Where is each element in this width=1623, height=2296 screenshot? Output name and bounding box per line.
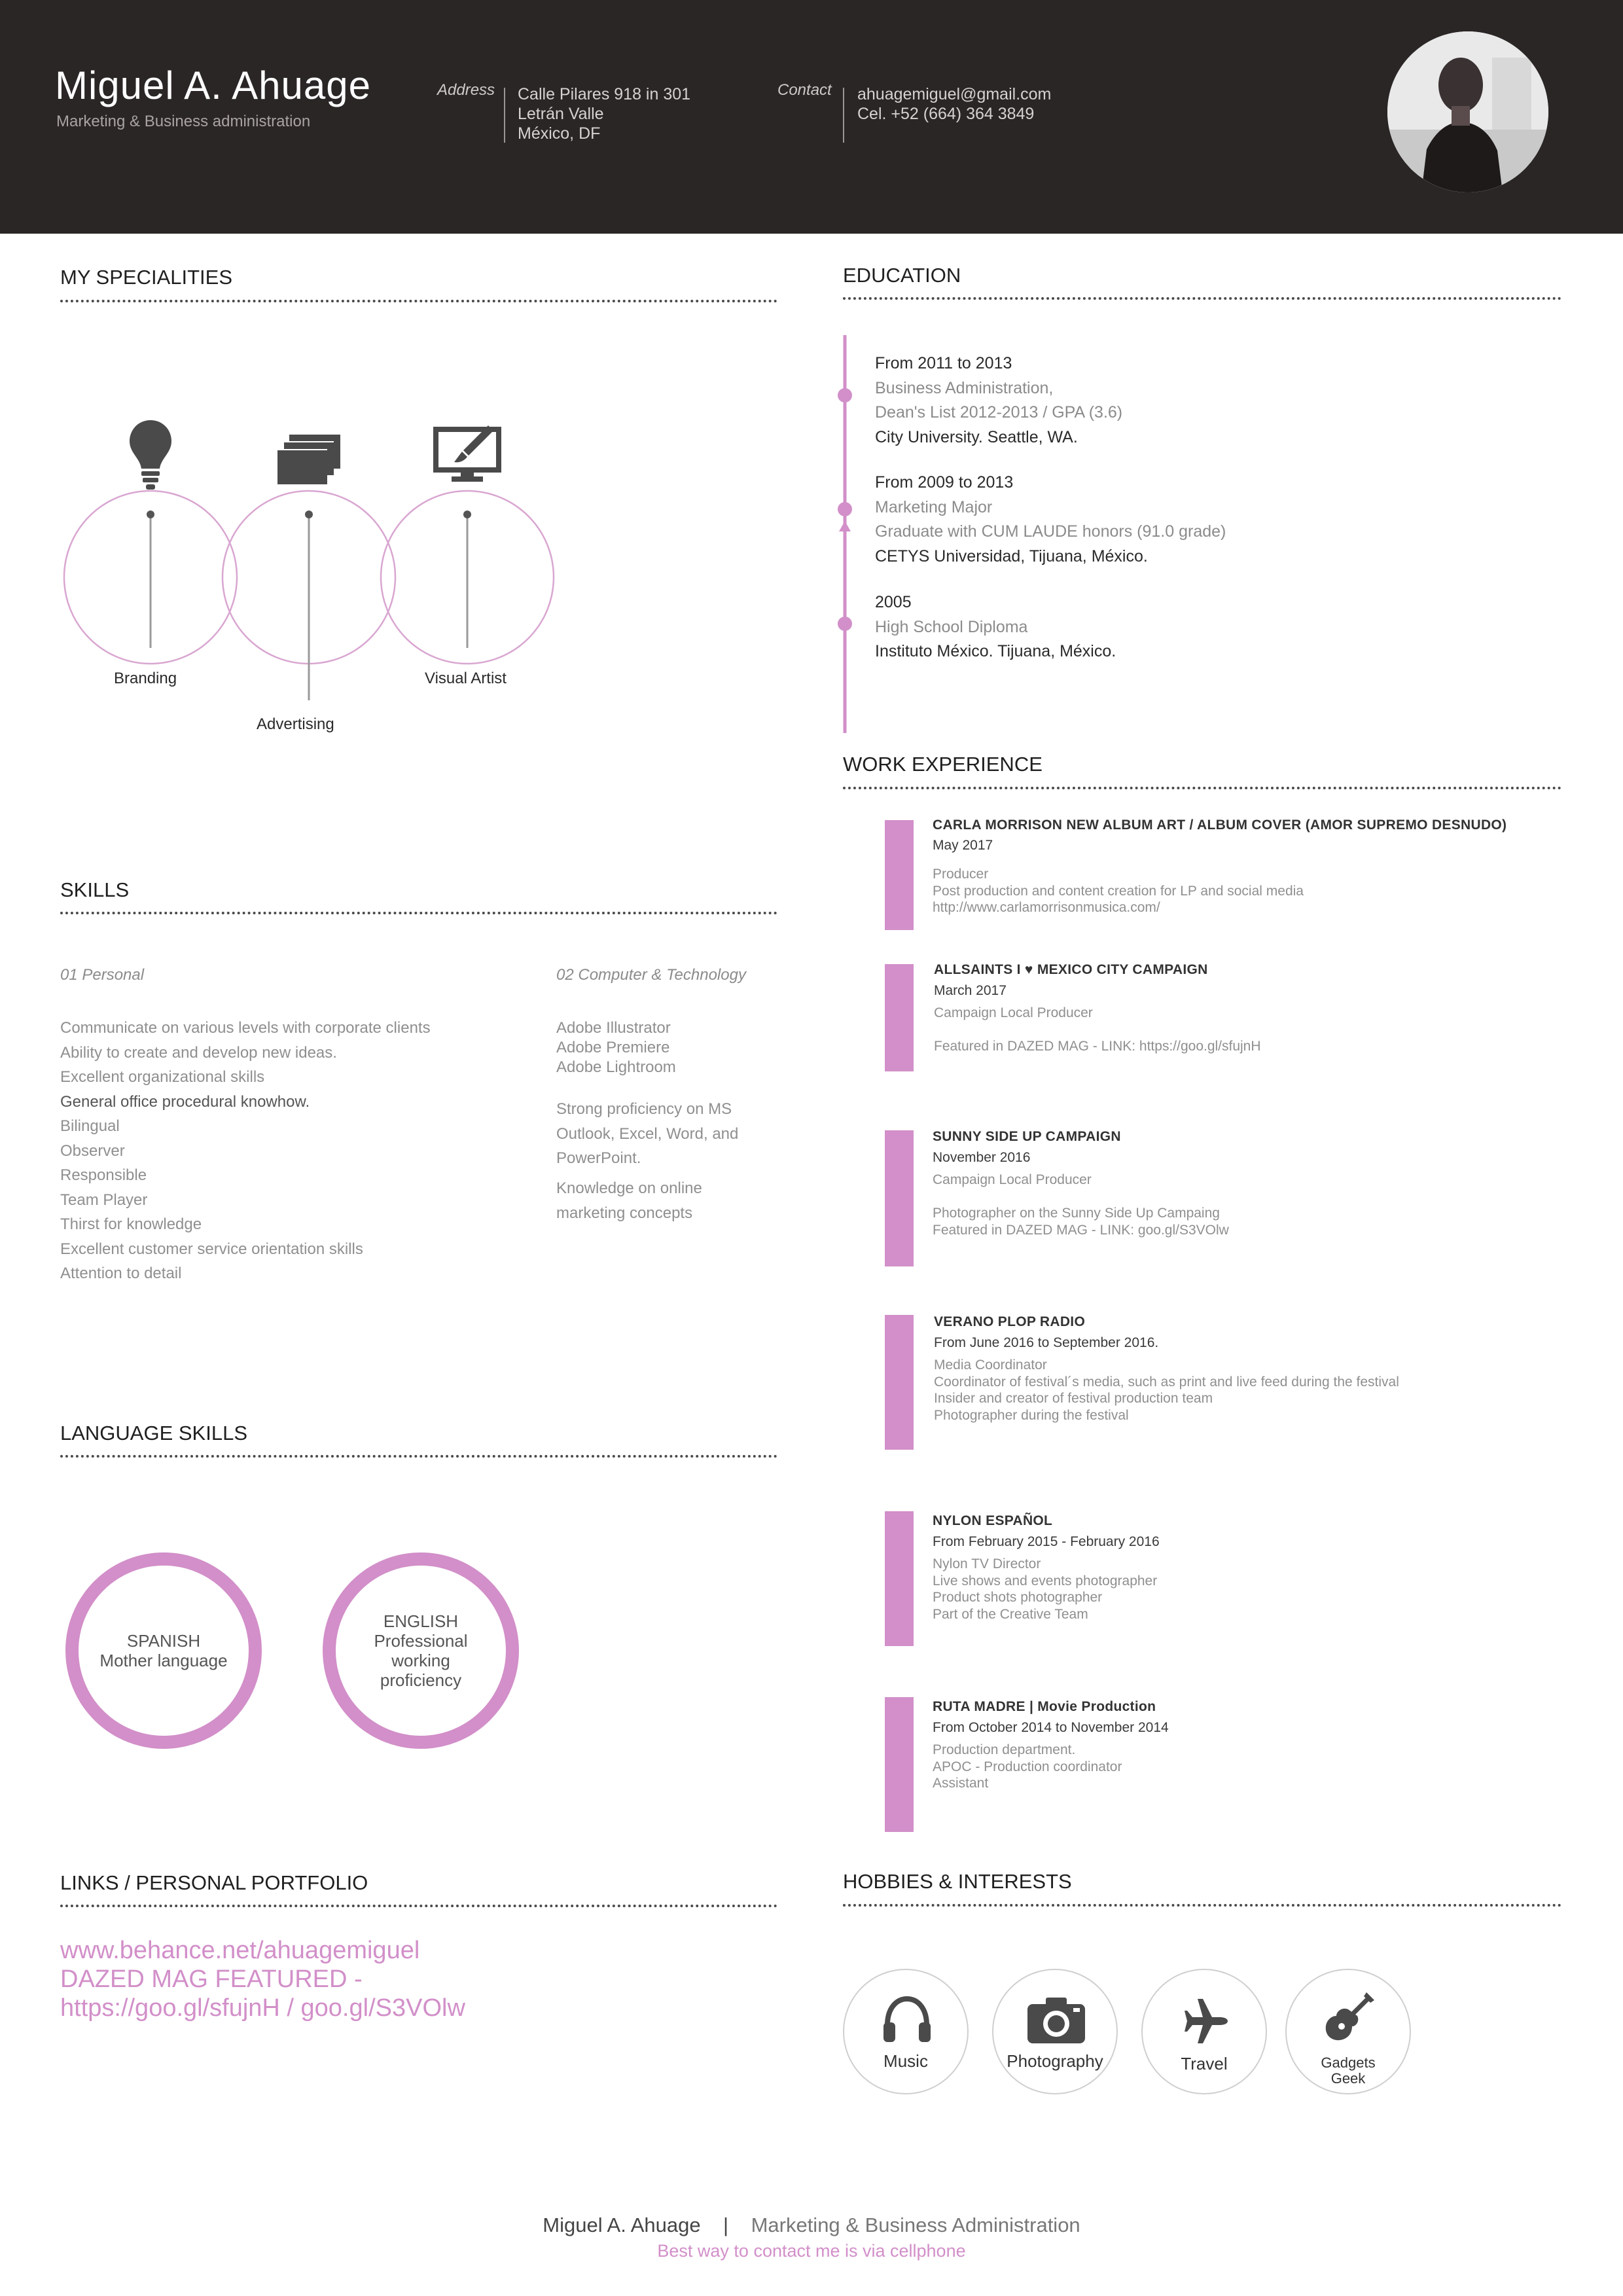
resume-name: Miguel A. Ahuage [55,63,372,107]
job-details [933,866,1304,916]
hobby-music [843,1969,969,2094]
language-name: SPANISH [126,1631,201,1651]
job-detail-line: Live shows and events photographer [933,1573,1158,1588]
job-detail-line: Post production and content creation for LP and social media [933,883,1304,899]
tech-ms-list [556,1097,738,1171]
tech-item: Adobe Premiere [556,1039,670,1056]
job-details [933,1742,1122,1792]
tech-marketing-list [556,1176,702,1225]
contact-email[interactable]: ahuagemiguel@gmail.com [857,85,1052,103]
language-level: Professional [374,1631,468,1651]
job-date: May 2017 [933,838,993,853]
skill-item: Thirst for knowledge [60,1215,202,1233]
section-divider [843,297,1561,300]
job-accent-bar [885,1511,914,1646]
education-line: Dean's List 2012-2013 / GPA (3.6) [875,403,1123,422]
tech-item: Knowledge on online [556,1179,702,1197]
skills-personal-heading: 01 Personal [60,966,145,984]
speciality-visual-artist: Visual Artist [425,670,507,687]
footer [0,2214,1623,2237]
language-ring-spanish [65,1552,262,1749]
camera-icon [1026,1995,1086,2045]
hobby-gadgets [1285,1969,1411,2094]
job-detail-line: Campaign Local Producer [934,1005,1093,1020]
dazed-links[interactable]: https://goo.gl/sfujnH / goo.gl/S3VOlw [60,1994,465,2022]
job-detail-link[interactable]: Featured in DAZED MAG - LINK: https://goo.gl/sfujnH [934,1039,1261,1054]
guitar-icon [1322,1990,1377,2045]
address-label: Address [437,81,495,99]
education-line: Marketing Major [875,497,993,516]
tech-item: Outlook, Excel, Word, and [556,1124,739,1143]
education-title: EDUCATION [843,264,961,287]
tech-item: Adobe Lightroom [556,1058,676,1076]
skill-item: Bilingual [60,1117,120,1135]
job-detail-line: Producer [933,867,989,882]
monitor-brush-icon [433,423,501,483]
personal-skills-list [60,1016,431,1286]
job-detail-line: Part of the Creative Team [933,1606,1088,1622]
education-school: Instituto México. Tijuana, México. [875,642,1116,660]
education-date: 2005 [875,593,912,611]
skill-item: Observer [60,1141,125,1160]
tech-item: Adobe Illustrator [556,1019,671,1037]
education-entry [875,351,1122,450]
job-date: From June 2016 to September 2016. [934,1335,1159,1350]
hobby-label: Travel [1181,2054,1228,2073]
job-details [933,1556,1157,1623]
tech-item: PowerPoint. [556,1149,641,1167]
portfolio-links [60,1936,465,2022]
job-title: RUTA MADRE | Movie Production [933,1699,1156,1714]
language-level: proficiency [380,1670,462,1690]
job-accent-bar [885,1130,914,1266]
job-detail-line: Media Coordinator [934,1357,1047,1372]
behance-link[interactable]: www.behance.net/ahuagemiguel [60,1937,420,1964]
education-line: Business Administration, [875,378,1054,397]
education-entry [875,590,1116,664]
links-title: LINKS / PERSONAL PORTFOLIO [60,1871,368,1894]
contact-block [857,84,1051,124]
headphones-icon [882,1996,932,2043]
skills-title: SKILLS [60,878,130,901]
job-detail-line: Assistant [933,1776,989,1791]
job-detail-line: APOC - Production coordinator [933,1759,1122,1774]
section-divider [60,912,777,914]
job-detail-line: Coordinator of festival´s media, such as print and live feed during the festival [934,1374,1399,1390]
job-date: November 2016 [933,1150,1031,1165]
hobby-label: Photography [1007,2051,1103,2071]
dazed-featured-label: DAZED MAG FEATURED - [60,1965,363,1993]
job-detail-link[interactable]: Featured in DAZED MAG - LINK: goo.gl/S3VOlw [933,1222,1229,1238]
lightbulb-icon [128,419,173,491]
tech-tools-list [556,1018,676,1077]
job-accent-bar [885,1697,914,1832]
skill-item: Excellent customer service orientation skills [60,1240,363,1258]
hobby-photography [992,1969,1118,2094]
address-line: México, DF [518,124,601,143]
job-title: NYLON ESPAÑOL [933,1513,1053,1528]
language-name: ENGLISH [383,1611,459,1631]
address-line: Calle Pilares 918 in 301 [518,85,691,103]
skill-item: Attention to detail [60,1265,182,1282]
footer-name: Miguel A. Ahuage [543,2214,701,2236]
section-divider [60,1905,777,1907]
hobby-label-line: Geek [1330,2070,1366,2087]
job-accent-bar [885,1315,914,1450]
airplane-icon [1183,1998,1230,2045]
hobby-travel [1141,1969,1267,2094]
job-detail-spacer [933,1189,1229,1206]
job-accent-bar [885,820,914,930]
job-detail-line: Product shots photographer [933,1590,1103,1605]
job-details [934,1357,1399,1424]
section-divider [60,1455,777,1458]
education-date: From 2009 to 2013 [875,473,1014,492]
education-school: CETYS Universidad, Tijuana, México. [875,547,1148,565]
job-detail-line: Insider and creator of festival production team [934,1391,1213,1406]
tech-item: Strong proficiency on MS [556,1100,732,1118]
hobbies-title: HOBBIES & INTERESTS [843,1870,1072,1893]
job-detail-line: Production department. [933,1742,1076,1757]
avatar-photo-icon [1387,31,1548,192]
hobby-label-line: Gadgets [1321,2054,1376,2071]
stacked-pages-icon [275,433,342,486]
job-detail-line: Nylon TV Director [933,1556,1041,1571]
languages-title: LANGUAGE SKILLS [60,1422,248,1444]
skill-item: Ability to create and develop new ideas. [60,1043,337,1062]
job-detail-line: Campaign Local Producer [933,1172,1092,1187]
job-details [933,1172,1229,1238]
work-title: WORK EXPERIENCE [843,753,1043,776]
job-date: From October 2014 to November 2014 [933,1720,1169,1735]
speciality-branding: Branding [114,670,177,687]
address-line: Letrán Valle [518,105,604,123]
contact-label: Contact [777,81,832,99]
hobby-label [1287,2055,1410,2087]
job-title: CARLA MORRISON NEW ALBUM ART / ALBUM COVER (AMOR SUPREMO DESNUDO) [933,817,1507,833]
language-level: working [391,1651,450,1670]
language-ring-english [323,1552,519,1749]
job-title: VERANO PLOP RADIO [934,1314,1086,1329]
education-date: From 2011 to 2013 [875,354,1012,372]
education-line: High School Diploma [875,617,1028,636]
contact-phone[interactable]: Cel. +52 (664) 364 3849 [857,105,1035,123]
language-level: Mother language [99,1651,228,1670]
job-detail-line: Photographer during the festival [934,1407,1129,1423]
education-school: City University. Seattle, WA. [875,427,1078,446]
section-divider [60,300,777,302]
skill-item: General office procedural knowhow. [60,1092,310,1111]
education-entry [875,471,1226,569]
job-details [934,1005,1261,1055]
job-title: ALLSAINTS I ♥ MEXICO CITY CAMPAIGN [934,962,1208,977]
skill-item: Communicate on various levels with corporate clients [60,1019,431,1037]
tech-item: marketing concepts [556,1204,693,1222]
avatar [1387,31,1548,192]
contact-divider [843,88,844,143]
job-detail-link[interactable]: http://www.carlamorrisonmusica.com/ [933,900,1160,915]
skill-item: Excellent organizational skills [60,1068,265,1086]
skill-item: Team Player [60,1191,148,1209]
address-divider [504,88,505,143]
footer-separator: | [723,2214,729,2236]
section-divider [843,1904,1561,1907]
job-date: From February 2015 - February 2016 [933,1534,1160,1549]
job-date: March 2017 [934,983,1007,998]
skills-tech-heading: 02 Computer & Technology [556,966,746,984]
job-detail-spacer [934,1022,1261,1039]
skill-item: Responsible [60,1166,147,1184]
job-detail-line: Photographer on the Sunny Side Up Campaing [933,1206,1220,1221]
footer-note: Best way to contact me is via cellphone [657,2241,966,2261]
job-title: SUNNY SIDE UP CAMPAIGN [933,1129,1121,1144]
education-line: Graduate with CUM LAUDE honors (91.0 grade) [875,522,1226,541]
education-timeline [835,335,855,734]
section-divider [843,787,1561,789]
job-accent-bar [885,964,914,1071]
specialities-title: MY SPECIALITIES [60,266,233,289]
footer-role: Marketing & Business Administration [751,2214,1080,2236]
resume-subtitle: Marketing & Business administration [56,113,311,130]
hobby-label: Music [883,2051,928,2071]
speciality-advertising: Advertising [257,715,334,733]
address-block [518,84,690,143]
